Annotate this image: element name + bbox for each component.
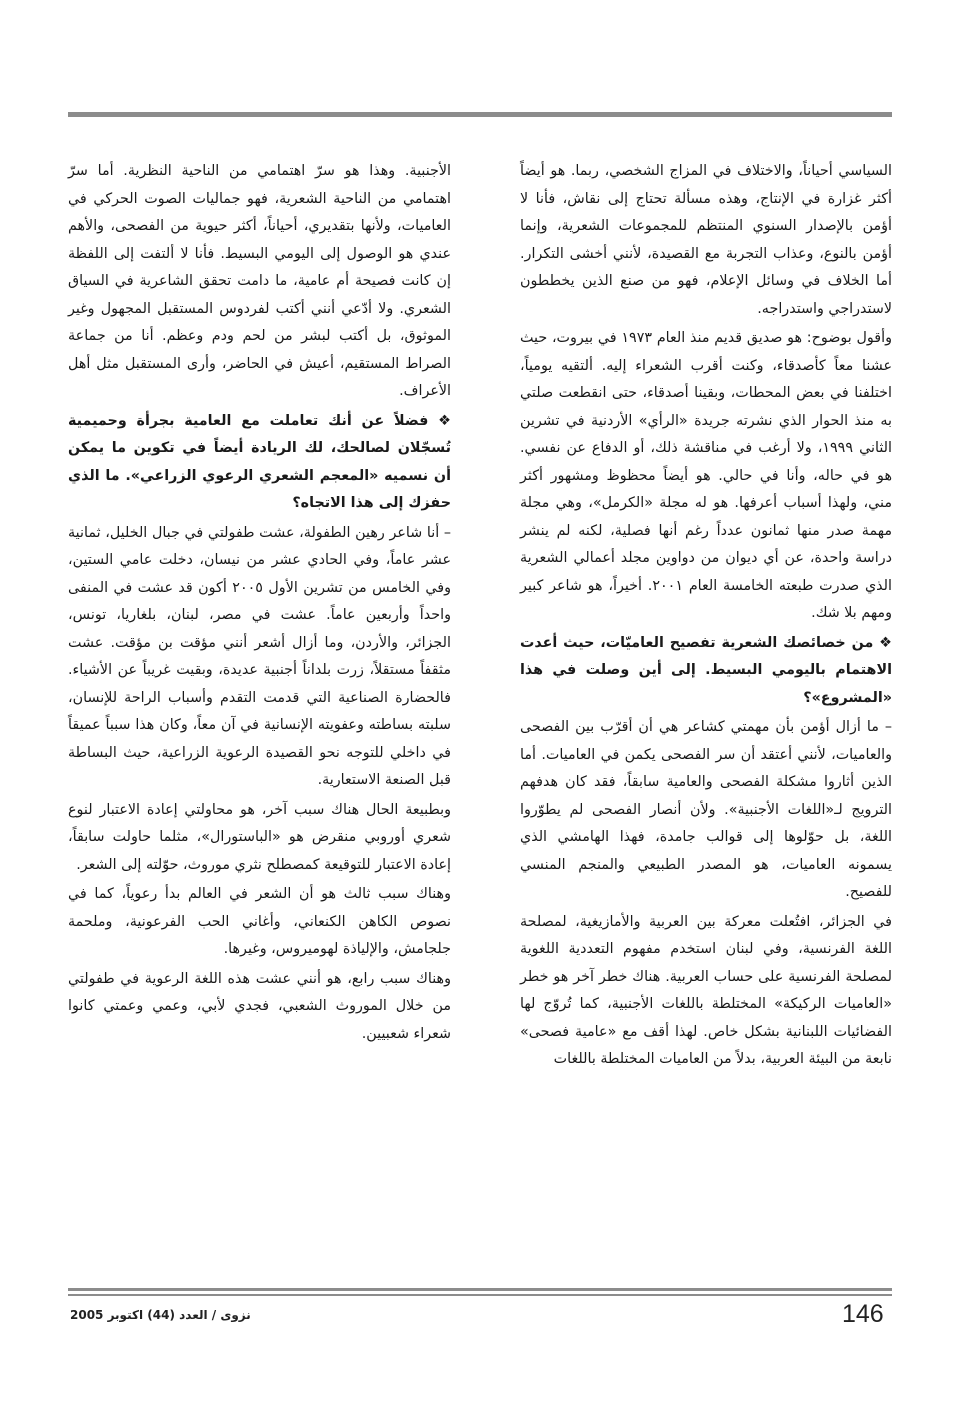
interview-question: ❖ من خصائصك الشعرية تفصيح العاميّات، حيث أعدت الاهتمام باليومي البسيط. إلى أين وصلت في هذا «المشروع»؟ (520, 634, 892, 706)
issue-line: نزوى / العدد (44) اكتوبر 2005 (70, 1308, 251, 1322)
footer-divider-thin (68, 1294, 892, 1296)
paragraph: في الجزائر، افتُعلت معركة بين العربية والأمازيغية، لمصلحة اللغة الفرنسية، وفي لبنان استخدم مفهوم التعددية اللغوية لمصلحة الفرنسية على حساب العربية. هناك خطر آخر هو خطر «العاميات الركيكة» المختلطة باللغات الأجنبية، كما تُروّج لها الفضائيات اللبنانية بشكل خاص. لهذا أقف مع «عامية فصحى» نابعة من البيئة العربية، بدلاً من العاميات المختلطة باللغات (520, 913, 892, 1067)
interview-question: ❖ فضلاً عن أنك تعاملت مع العامية بجرأة وحميمية تُسجّلان لصالحك، لك الريادة أيضاً في تكوين ما يمكن أن نسميه «المعجم الشعري الرعوي الزراعي». ما الذي حفزك إلى هذا الاتجاه؟ (68, 412, 451, 511)
article-column-right (520, 158, 892, 1076)
paragraph: وبطبيعة الحال هناك سبب آخر، هو محاولتي إعادة الاعتبار لنوع شعري أوروبي منقرض هو «الباستورال»، مثلما حاولت سابقاً، إعادة الاعتبار للتوقيعة كمصطلح نثري موروث، حوّلته إلى الشعر. (68, 801, 451, 873)
paragraph: وأقول بوضوح: هو صديق قديم منذ العام ١٩٧٣ في بيروت، حيث عشنا معاً كأصدقاء، وكنت أقرب الشعراء إليه. ألتقيه يومياً، اختلفنا في بعض المحطات، وبقينا أصدقاء، حتى انقطعت صلتي به منذ الحوار الذي نشرته جريدة «الرأي» الأردنية في تشرين الثاني ١٩٩٩، ولا أرغب في مناقشة ذلك، أو الدفاع عن نفسي. هو في حاله، وأنا في حالي. هو أيضاً محظوظ ومشهور أكثر مني، ولهذا أسباب أعرفها. هو له مجلة «الكرمل»، وهي مجلة مهمة صدر منها ثمانون عدداً رغم أنها فصلية، لكنه لم ينشر دراسة واحدة، عن أي ديوان من دواوين مجلد أعمالي الشعرية الذي صدرت طبعته الخامسة العام ٢٠٠١. أخيراً، هو شاعر كبير ومهم بلا شك. (520, 330, 893, 621)
page-number: 146 (842, 1300, 884, 1328)
footer-divider (68, 1288, 892, 1291)
paragraph: السياسي أحياناً، والاختلاف في المزاج الشخصي، ربما. هو أيضاً أكثر غزارة في الإنتاج، وهذه مسألة تحتاج إلى نقاش، فأنا لا أؤمن بالإصدار السنوي المنتظم للمجموعات الشعرية، وإنما أؤمن بالنوع، وعذاب التجربة مع القصيدة، لأنني أخشى التكرار. أما الخلاف في وسائل الإعلام، فهو من صنع الذين يخططون لاستدراجي واستدراجه. (520, 163, 892, 317)
paragraph: – أنا شاعر رهين الطفولة، عشت طفولتي في جبال الخليل، ثمانية عشر عاماً، وفي الحادي عشر من نيسان، دخلت عامي الستين، وفي الخامس من تشرين الأول ٢٠٠٥ أكون قد عشت في المنفى واحداً وأربعين عاماً. عشت في مصر، لبنان، بلغاريا، تونس، الجزائر، والأردن، وما أزال أشعر أنني مؤقت بن مؤقت. عشت مثقفاً مستقلاً، زرت بلداناً أجنبية عديدة، وبقيت غريباً عن الأشياء. فالحضارة الصناعية التي قدمت التقدم وأسباب الراحة للإنسان، سلبته بساطته وعفويته الإنسانية في آن معاً، وكان هذا سبباً عميقاً في داخلي للتوجه نحو القصيدة الرعوية الزراعية، حيث البساطة قبل الصنعة الاستعارية. (68, 524, 452, 788)
paragraph: وهناك سبب ثالث هو أن الشعر في العالم بدأ رعوياً، كما في نصوص الكاهن الكنعاني، وأغاني الحب الفرعونية، وملحمة جلجامش، والإلياذة لهوميروس، وغيرها. (68, 886, 451, 957)
paragraph: الأجنبية. وهذا هو سرّ اهتمامي من الناحية النظرية. أما سرّ اهتمامي من الناحية الشعرية، فهو جماليات الصوت الحركي في العاميات، ولأنها بتقديري، أحياناً، أكثر حيوية من الفصحى، والأهم عندي هو الوصول إلى اليومي البسيط. فأنا لا ألتفت إلى اللفظة إن كانت فصيحة أم عامية، ما دامت تحقق الشاعرية في السياق الشعري. ولا أدّعي أنني أكتب لفردوس المستقبل المجهول وغير الموثوق، بل أكتب لبشر من لحم ودم وعظم. أنا من جماعة الصراط المستقيم، أعيش في الحاضر، وأرى المستقبل مثل أهل الأعراف. (68, 163, 451, 399)
top-divider (68, 112, 892, 117)
article-column-left (68, 158, 451, 1050)
paragraph: – ما أزال أؤمن بأن مهمتي كشاعر هي أن أقرّب بين الفصحى والعاميات، لأنني أعتقد أن سر الفصحى يكمن في العاميات. أما الذين أثاروا مشكلة الفصحى والعامية سابقاً، فقد كان هدفهم الترويج لـ«اللغات الأجنبية». ولأن أنصار الفصحى لم يطوّروا اللغة، بل حوّلوها إلى قوالب جامدة، فهذا الهامشي الذي يسمونه العاميات، هو المصدر الطبيعي والمنجم المنسي للفصيح. (520, 719, 892, 900)
paragraph: وهناك سبب رابع، هو أنني عشت هذه اللغة الرعوية في طفولتي من خلال الموروث الشعبي، فجدي لأبي، وعمي وعمتي كانوا شعراء شعبيين. (68, 970, 451, 1042)
